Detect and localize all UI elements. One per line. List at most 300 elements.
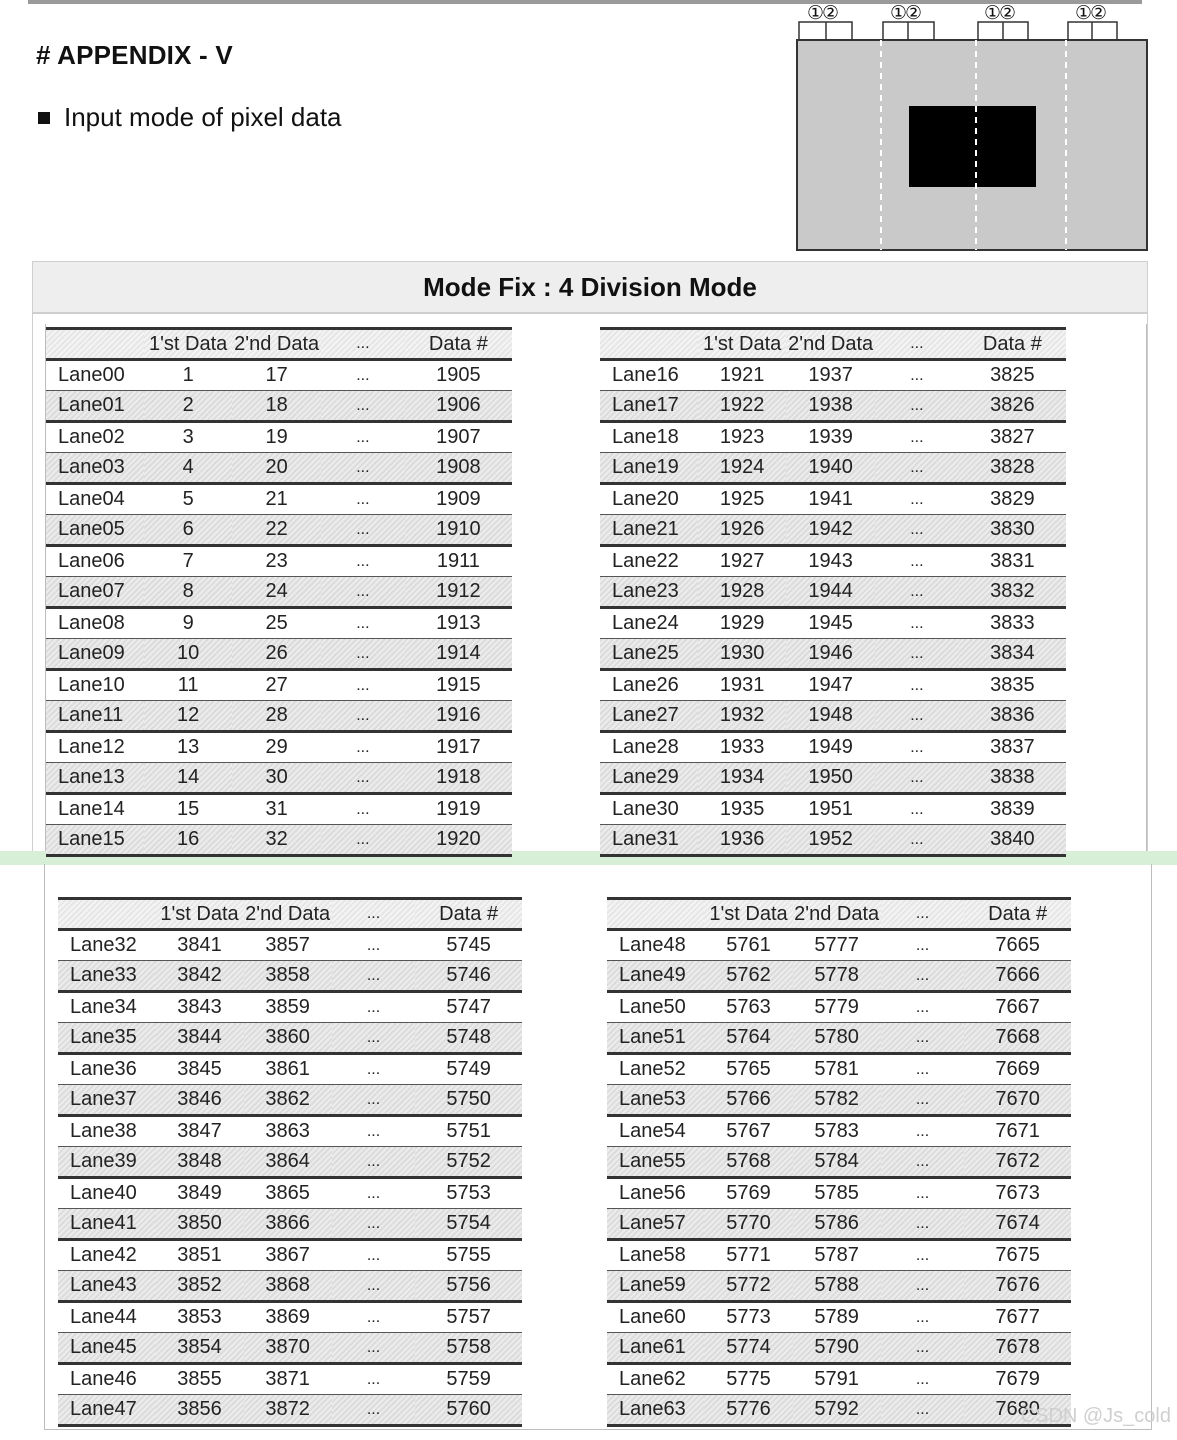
table-row xyxy=(46,732,512,763)
table-cell: 1923 xyxy=(698,422,787,453)
table-cell: 1930 xyxy=(698,639,787,670)
column-header: ... xyxy=(321,329,405,360)
table-cell: 7675 xyxy=(964,1240,1071,1271)
table-cell: ... xyxy=(321,608,405,639)
table-cell: 3838 xyxy=(959,763,1066,794)
table-cell: 7669 xyxy=(964,1054,1071,1085)
table-cell: ... xyxy=(875,763,959,794)
table-cell: ... xyxy=(332,1147,416,1178)
table-cell: ... xyxy=(875,639,959,670)
table-cell: ... xyxy=(875,515,959,546)
table-cell: 5768 xyxy=(704,1147,792,1178)
table-cell: 7678 xyxy=(964,1333,1071,1364)
column-header: 2'nd Data xyxy=(786,329,875,360)
table-cell: ... xyxy=(321,422,405,453)
table-cell: 5749 xyxy=(415,1054,522,1085)
table-cell: 18 xyxy=(232,391,321,422)
lane-cell: Lane28 xyxy=(600,732,698,763)
table-cell: 1940 xyxy=(786,453,875,484)
table-cell: 3827 xyxy=(959,422,1066,453)
table-cell: 5775 xyxy=(704,1364,792,1395)
lane-table xyxy=(46,327,512,857)
table-row xyxy=(607,1333,1071,1364)
table-cell: 5780 xyxy=(793,1023,881,1054)
column-header: 2'nd Data xyxy=(793,899,881,930)
lane-cell: Lane24 xyxy=(600,608,698,639)
table-cell: 5767 xyxy=(704,1116,792,1147)
table-row xyxy=(600,391,1066,422)
table-cell: 1907 xyxy=(405,422,512,453)
table-cell: 3872 xyxy=(244,1395,332,1426)
lane-cell: Lane42 xyxy=(58,1240,155,1271)
lane-cell: Lane37 xyxy=(58,1085,155,1116)
column-header: Data # xyxy=(959,329,1066,360)
table-cell: ... xyxy=(881,1023,965,1054)
table-cell: 15 xyxy=(144,794,233,825)
table-cell: 5778 xyxy=(793,961,881,992)
table-cell: 5790 xyxy=(793,1333,881,1364)
table-cell: 21 xyxy=(232,484,321,515)
lane-cell: Lane47 xyxy=(58,1395,155,1426)
column-header: 1'st Data xyxy=(698,329,787,360)
table-cell: 7665 xyxy=(964,930,1071,961)
table-row xyxy=(46,794,512,825)
table-row xyxy=(58,1147,522,1178)
table-cell: 3829 xyxy=(959,484,1066,515)
table-cell: 5769 xyxy=(704,1178,792,1209)
table-cell: 3831 xyxy=(959,546,1066,577)
table-cell: 3854 xyxy=(155,1333,243,1364)
table-cell: 19 xyxy=(232,422,321,453)
table-cell: 7673 xyxy=(964,1178,1071,1209)
table-cell: 5789 xyxy=(793,1302,881,1333)
table-cell: ... xyxy=(875,732,959,763)
table-row xyxy=(607,1209,1071,1240)
column-header: 1'st Data xyxy=(144,329,233,360)
column-header: 2'nd Data xyxy=(244,899,332,930)
table-cell: 3860 xyxy=(244,1023,332,1054)
table-cell: 7667 xyxy=(964,992,1071,1023)
table-cell: 20 xyxy=(232,453,321,484)
table-cell: 1935 xyxy=(698,794,787,825)
table-cell: 1942 xyxy=(786,515,875,546)
table-row xyxy=(58,930,522,961)
table-cell: 3845 xyxy=(155,1054,243,1085)
table-cell: 3837 xyxy=(959,732,1066,763)
table-cell: 1929 xyxy=(698,608,787,639)
table-cell: 5750 xyxy=(415,1085,522,1116)
table-cell: 3846 xyxy=(155,1085,243,1116)
table-cell: ... xyxy=(332,1209,416,1240)
table-row xyxy=(600,825,1066,856)
table-cell: 5783 xyxy=(793,1116,881,1147)
table-cell: 23 xyxy=(232,546,321,577)
table-cell: 31 xyxy=(232,794,321,825)
table-cell: ... xyxy=(332,1364,416,1395)
table-cell: 1924 xyxy=(698,453,787,484)
table-cell: 5761 xyxy=(704,930,792,961)
table-cell: 3828 xyxy=(959,453,1066,484)
table-cell: 1912 xyxy=(405,577,512,608)
table-cell: 1920 xyxy=(405,825,512,856)
table-row xyxy=(58,1271,522,1302)
lane-cell: Lane63 xyxy=(607,1395,704,1426)
lane-table xyxy=(607,897,1071,1427)
table-cell: 1911 xyxy=(405,546,512,577)
table-row xyxy=(58,1240,522,1271)
table-cell: 5764 xyxy=(704,1023,792,1054)
lane-cell: Lane49 xyxy=(607,961,704,992)
table-cell: 7666 xyxy=(964,961,1071,992)
table-cell: 8 xyxy=(144,577,233,608)
lane-cell: Lane33 xyxy=(58,961,155,992)
column-header: ... xyxy=(875,329,959,360)
column-header: 2'nd Data xyxy=(232,329,321,360)
table-cell: 5774 xyxy=(704,1333,792,1364)
table-cell: 3851 xyxy=(155,1240,243,1271)
table-cell: 3859 xyxy=(244,992,332,1023)
table-cell: 5754 xyxy=(415,1209,522,1240)
lane-cell: Lane18 xyxy=(600,422,698,453)
table-cell: 3847 xyxy=(155,1116,243,1147)
lane-cell: Lane45 xyxy=(58,1333,155,1364)
lane-cell: Lane30 xyxy=(600,794,698,825)
table-row xyxy=(607,1364,1071,1395)
column-header: Data # xyxy=(964,899,1071,930)
table-cell: ... xyxy=(321,453,405,484)
table-cell: 5765 xyxy=(704,1054,792,1085)
table-cell: 3840 xyxy=(959,825,1066,856)
lane-cell: Lane03 xyxy=(46,453,144,484)
lane-cell: Lane38 xyxy=(58,1116,155,1147)
table-cell: 1934 xyxy=(698,763,787,794)
table-cell: 7670 xyxy=(964,1085,1071,1116)
column-mark: ①② xyxy=(984,3,1015,24)
table-cell: 1946 xyxy=(786,639,875,670)
lane-cell: Lane21 xyxy=(600,515,698,546)
table-cell: 7677 xyxy=(964,1302,1071,1333)
table-row xyxy=(46,577,512,608)
table-cell: 1952 xyxy=(786,825,875,856)
table-cell: 10 xyxy=(144,639,233,670)
table-row xyxy=(58,1116,522,1147)
table-row xyxy=(46,360,512,391)
table-cell: 26 xyxy=(232,639,321,670)
table-row xyxy=(58,1085,522,1116)
table-cell: ... xyxy=(332,1116,416,1147)
table-cell: 1936 xyxy=(698,825,787,856)
table-cell: 3866 xyxy=(244,1209,332,1240)
table-row xyxy=(600,484,1066,515)
table-cell: 3832 xyxy=(959,577,1066,608)
table-cell: 13 xyxy=(144,732,233,763)
table-cell: 3855 xyxy=(155,1364,243,1395)
table-cell: 5752 xyxy=(415,1147,522,1178)
table-cell: 5784 xyxy=(793,1147,881,1178)
table-cell: 5772 xyxy=(704,1271,792,1302)
table-row xyxy=(46,484,512,515)
lane-cell: Lane56 xyxy=(607,1178,704,1209)
table-cell: 1943 xyxy=(786,546,875,577)
table-cell: 5781 xyxy=(793,1054,881,1085)
table-cell: 3842 xyxy=(155,961,243,992)
table-row xyxy=(600,794,1066,825)
column-header xyxy=(607,899,704,930)
table-cell: ... xyxy=(321,639,405,670)
table-cell: ... xyxy=(881,1178,965,1209)
table-cell: 5760 xyxy=(415,1395,522,1426)
table-row xyxy=(607,1395,1071,1426)
table-cell: 3852 xyxy=(155,1271,243,1302)
table-cell: ... xyxy=(881,1395,965,1426)
table-cell: 3870 xyxy=(244,1333,332,1364)
table-cell: ... xyxy=(321,484,405,515)
table-cell: 3833 xyxy=(959,608,1066,639)
table-cell: 5746 xyxy=(415,961,522,992)
table-cell: ... xyxy=(881,1302,965,1333)
lane-cell: Lane05 xyxy=(46,515,144,546)
lane-cell: Lane41 xyxy=(58,1209,155,1240)
panel-title: Mode Fix : 4 Division Mode xyxy=(33,262,1147,314)
table-cell: 1914 xyxy=(405,639,512,670)
table-cell: ... xyxy=(321,360,405,391)
table-cell: ... xyxy=(881,1364,965,1395)
table-cell: 1938 xyxy=(786,391,875,422)
column-header: Data # xyxy=(415,899,522,930)
table-cell: 5770 xyxy=(704,1209,792,1240)
table-cell: ... xyxy=(321,794,405,825)
table-cell: 5782 xyxy=(793,1085,881,1116)
table-row xyxy=(607,1023,1071,1054)
table-cell: 5788 xyxy=(793,1271,881,1302)
lane-cell: Lane17 xyxy=(600,391,698,422)
table-row xyxy=(607,1116,1071,1147)
table-row xyxy=(58,992,522,1023)
table-cell: 5771 xyxy=(704,1240,792,1271)
lane-cell: Lane51 xyxy=(607,1023,704,1054)
table-cell: 3865 xyxy=(244,1178,332,1209)
table-cell: 1948 xyxy=(786,701,875,732)
table-cell: 5759 xyxy=(415,1364,522,1395)
table-cell: ... xyxy=(881,1209,965,1240)
table-row xyxy=(46,825,512,856)
table-cell: ... xyxy=(875,546,959,577)
lane-cell: Lane61 xyxy=(607,1333,704,1364)
table-cell: ... xyxy=(875,360,959,391)
table-cell: ... xyxy=(875,577,959,608)
table-cell: 1909 xyxy=(405,484,512,515)
table-cell: 24 xyxy=(232,577,321,608)
table-cell: 3835 xyxy=(959,670,1066,701)
table-cell: 5757 xyxy=(415,1302,522,1333)
table-cell: 30 xyxy=(232,763,321,794)
table-cell: ... xyxy=(332,1054,416,1085)
table-cell: 7 xyxy=(144,546,233,577)
table-cell: 1925 xyxy=(698,484,787,515)
table-cell: 7679 xyxy=(964,1364,1071,1395)
table-cell: 1927 xyxy=(698,546,787,577)
lane-cell: Lane06 xyxy=(46,546,144,577)
black-block xyxy=(909,106,1036,187)
table-cell: ... xyxy=(881,1147,965,1178)
table-cell: 3848 xyxy=(155,1147,243,1178)
table-cell: 4 xyxy=(144,453,233,484)
lane-cell: Lane43 xyxy=(58,1271,155,1302)
lane-cell: Lane19 xyxy=(600,453,698,484)
lane-cell: Lane01 xyxy=(46,391,144,422)
table-cell: 1919 xyxy=(405,794,512,825)
table-cell: 1908 xyxy=(405,453,512,484)
table-cell: 1933 xyxy=(698,732,787,763)
table-cell: 5787 xyxy=(793,1240,881,1271)
table-cell: 5791 xyxy=(793,1364,881,1395)
lane-cell: Lane09 xyxy=(46,639,144,670)
lane-cell: Lane60 xyxy=(607,1302,704,1333)
table-cell: 1944 xyxy=(786,577,875,608)
table-cell: ... xyxy=(875,825,959,856)
table-cell: 3867 xyxy=(244,1240,332,1271)
table-header-row xyxy=(607,899,1071,930)
table-cell: 3830 xyxy=(959,515,1066,546)
column-mark: ①② xyxy=(890,3,921,24)
table-cell: 32 xyxy=(232,825,321,856)
lane-cell: Lane46 xyxy=(58,1364,155,1395)
lane-cell: Lane15 xyxy=(46,825,144,856)
table-cell: 6 xyxy=(144,515,233,546)
table-cell: ... xyxy=(881,1054,965,1085)
lane-cell: Lane58 xyxy=(607,1240,704,1271)
lane-cell: Lane22 xyxy=(600,546,698,577)
lane-table xyxy=(600,327,1066,857)
table-cell: ... xyxy=(332,1023,416,1054)
table-cell: 5755 xyxy=(415,1240,522,1271)
column-mark: ①② xyxy=(807,3,838,24)
table-row xyxy=(46,701,512,732)
table-cell: 5792 xyxy=(793,1395,881,1426)
table-cell: 1917 xyxy=(405,732,512,763)
table-cell: 22 xyxy=(232,515,321,546)
table-cell: ... xyxy=(321,763,405,794)
table-cell: ... xyxy=(321,391,405,422)
table-cell: 3858 xyxy=(244,961,332,992)
section-subtitle xyxy=(36,102,342,133)
table-cell: 5777 xyxy=(793,930,881,961)
column-header: ... xyxy=(332,899,416,930)
lane-cell: Lane34 xyxy=(58,992,155,1023)
table-cell: 17 xyxy=(232,360,321,391)
table-cell: ... xyxy=(321,825,405,856)
table-cell: ... xyxy=(332,1178,416,1209)
table-cell: 3844 xyxy=(155,1023,243,1054)
table-row xyxy=(46,763,512,794)
table-cell: ... xyxy=(875,701,959,732)
lane-cell: Lane23 xyxy=(600,577,698,608)
table-cell: ... xyxy=(881,992,965,1023)
column-header xyxy=(58,899,155,930)
table-row xyxy=(600,546,1066,577)
table-cell: ... xyxy=(881,930,965,961)
table-header-row xyxy=(58,899,522,930)
table-row xyxy=(607,992,1071,1023)
lane-cell: Lane55 xyxy=(607,1147,704,1178)
table-cell: ... xyxy=(321,546,405,577)
table-cell: ... xyxy=(875,453,959,484)
table-cell: 1951 xyxy=(786,794,875,825)
table-cell: 5766 xyxy=(704,1085,792,1116)
lane-cell: Lane36 xyxy=(58,1054,155,1085)
table-cell: ... xyxy=(875,422,959,453)
table-cell: 5763 xyxy=(704,992,792,1023)
table-cell: 5773 xyxy=(704,1302,792,1333)
table-cell: ... xyxy=(332,992,416,1023)
lane-cell: Lane32 xyxy=(58,930,155,961)
lane-cell: Lane31 xyxy=(600,825,698,856)
table-cell: 3864 xyxy=(244,1147,332,1178)
table-cell: 5758 xyxy=(415,1333,522,1364)
table-cell: ... xyxy=(875,670,959,701)
table-cell: ... xyxy=(332,1085,416,1116)
table-cell: ... xyxy=(875,391,959,422)
table-cell: 1913 xyxy=(405,608,512,639)
table-cell: 5786 xyxy=(793,1209,881,1240)
table-row xyxy=(600,515,1066,546)
table-row xyxy=(58,1333,522,1364)
column-header: ... xyxy=(881,899,965,930)
table-row xyxy=(600,360,1066,391)
appendix-title: # APPENDIX - V xyxy=(36,40,233,70)
lane-cell: Lane04 xyxy=(46,484,144,515)
lane-cell: Lane08 xyxy=(46,608,144,639)
table-cell: ... xyxy=(321,701,405,732)
table-row xyxy=(607,1271,1071,1302)
table-cell: 3 xyxy=(144,422,233,453)
table-row xyxy=(46,422,512,453)
table-row xyxy=(600,670,1066,701)
table-cell: 5756 xyxy=(415,1271,522,1302)
table-cell: ... xyxy=(321,670,405,701)
table-cell: 3826 xyxy=(959,391,1066,422)
table-cell: ... xyxy=(321,515,405,546)
column-header: 1'st Data xyxy=(704,899,792,930)
division-diagram xyxy=(790,2,1152,254)
table-cell: ... xyxy=(875,794,959,825)
table-cell: 5785 xyxy=(793,1178,881,1209)
table-cell: 16 xyxy=(144,825,233,856)
table-cell: 1941 xyxy=(786,484,875,515)
table-row xyxy=(58,1054,522,1085)
table-cell: 3836 xyxy=(959,701,1066,732)
column-header: Data # xyxy=(405,329,512,360)
column-mark: ①② xyxy=(1075,3,1106,24)
table-cell: 3871 xyxy=(244,1364,332,1395)
table-cell: 5776 xyxy=(704,1395,792,1426)
table-cell: ... xyxy=(881,1085,965,1116)
table-row xyxy=(58,1395,522,1426)
table-row xyxy=(600,422,1066,453)
table-row xyxy=(58,1364,522,1395)
table-cell: 3863 xyxy=(244,1116,332,1147)
column-header xyxy=(46,329,144,360)
lane-cell: Lane00 xyxy=(46,360,144,391)
table-cell: 1921 xyxy=(698,360,787,391)
table-cell: ... xyxy=(332,1395,416,1426)
table-cell: 27 xyxy=(232,670,321,701)
table-cell: 1918 xyxy=(405,763,512,794)
lane-cell: Lane29 xyxy=(600,763,698,794)
table-cell: 1915 xyxy=(405,670,512,701)
table-cell: 11 xyxy=(144,670,233,701)
table-cell: 1905 xyxy=(405,360,512,391)
